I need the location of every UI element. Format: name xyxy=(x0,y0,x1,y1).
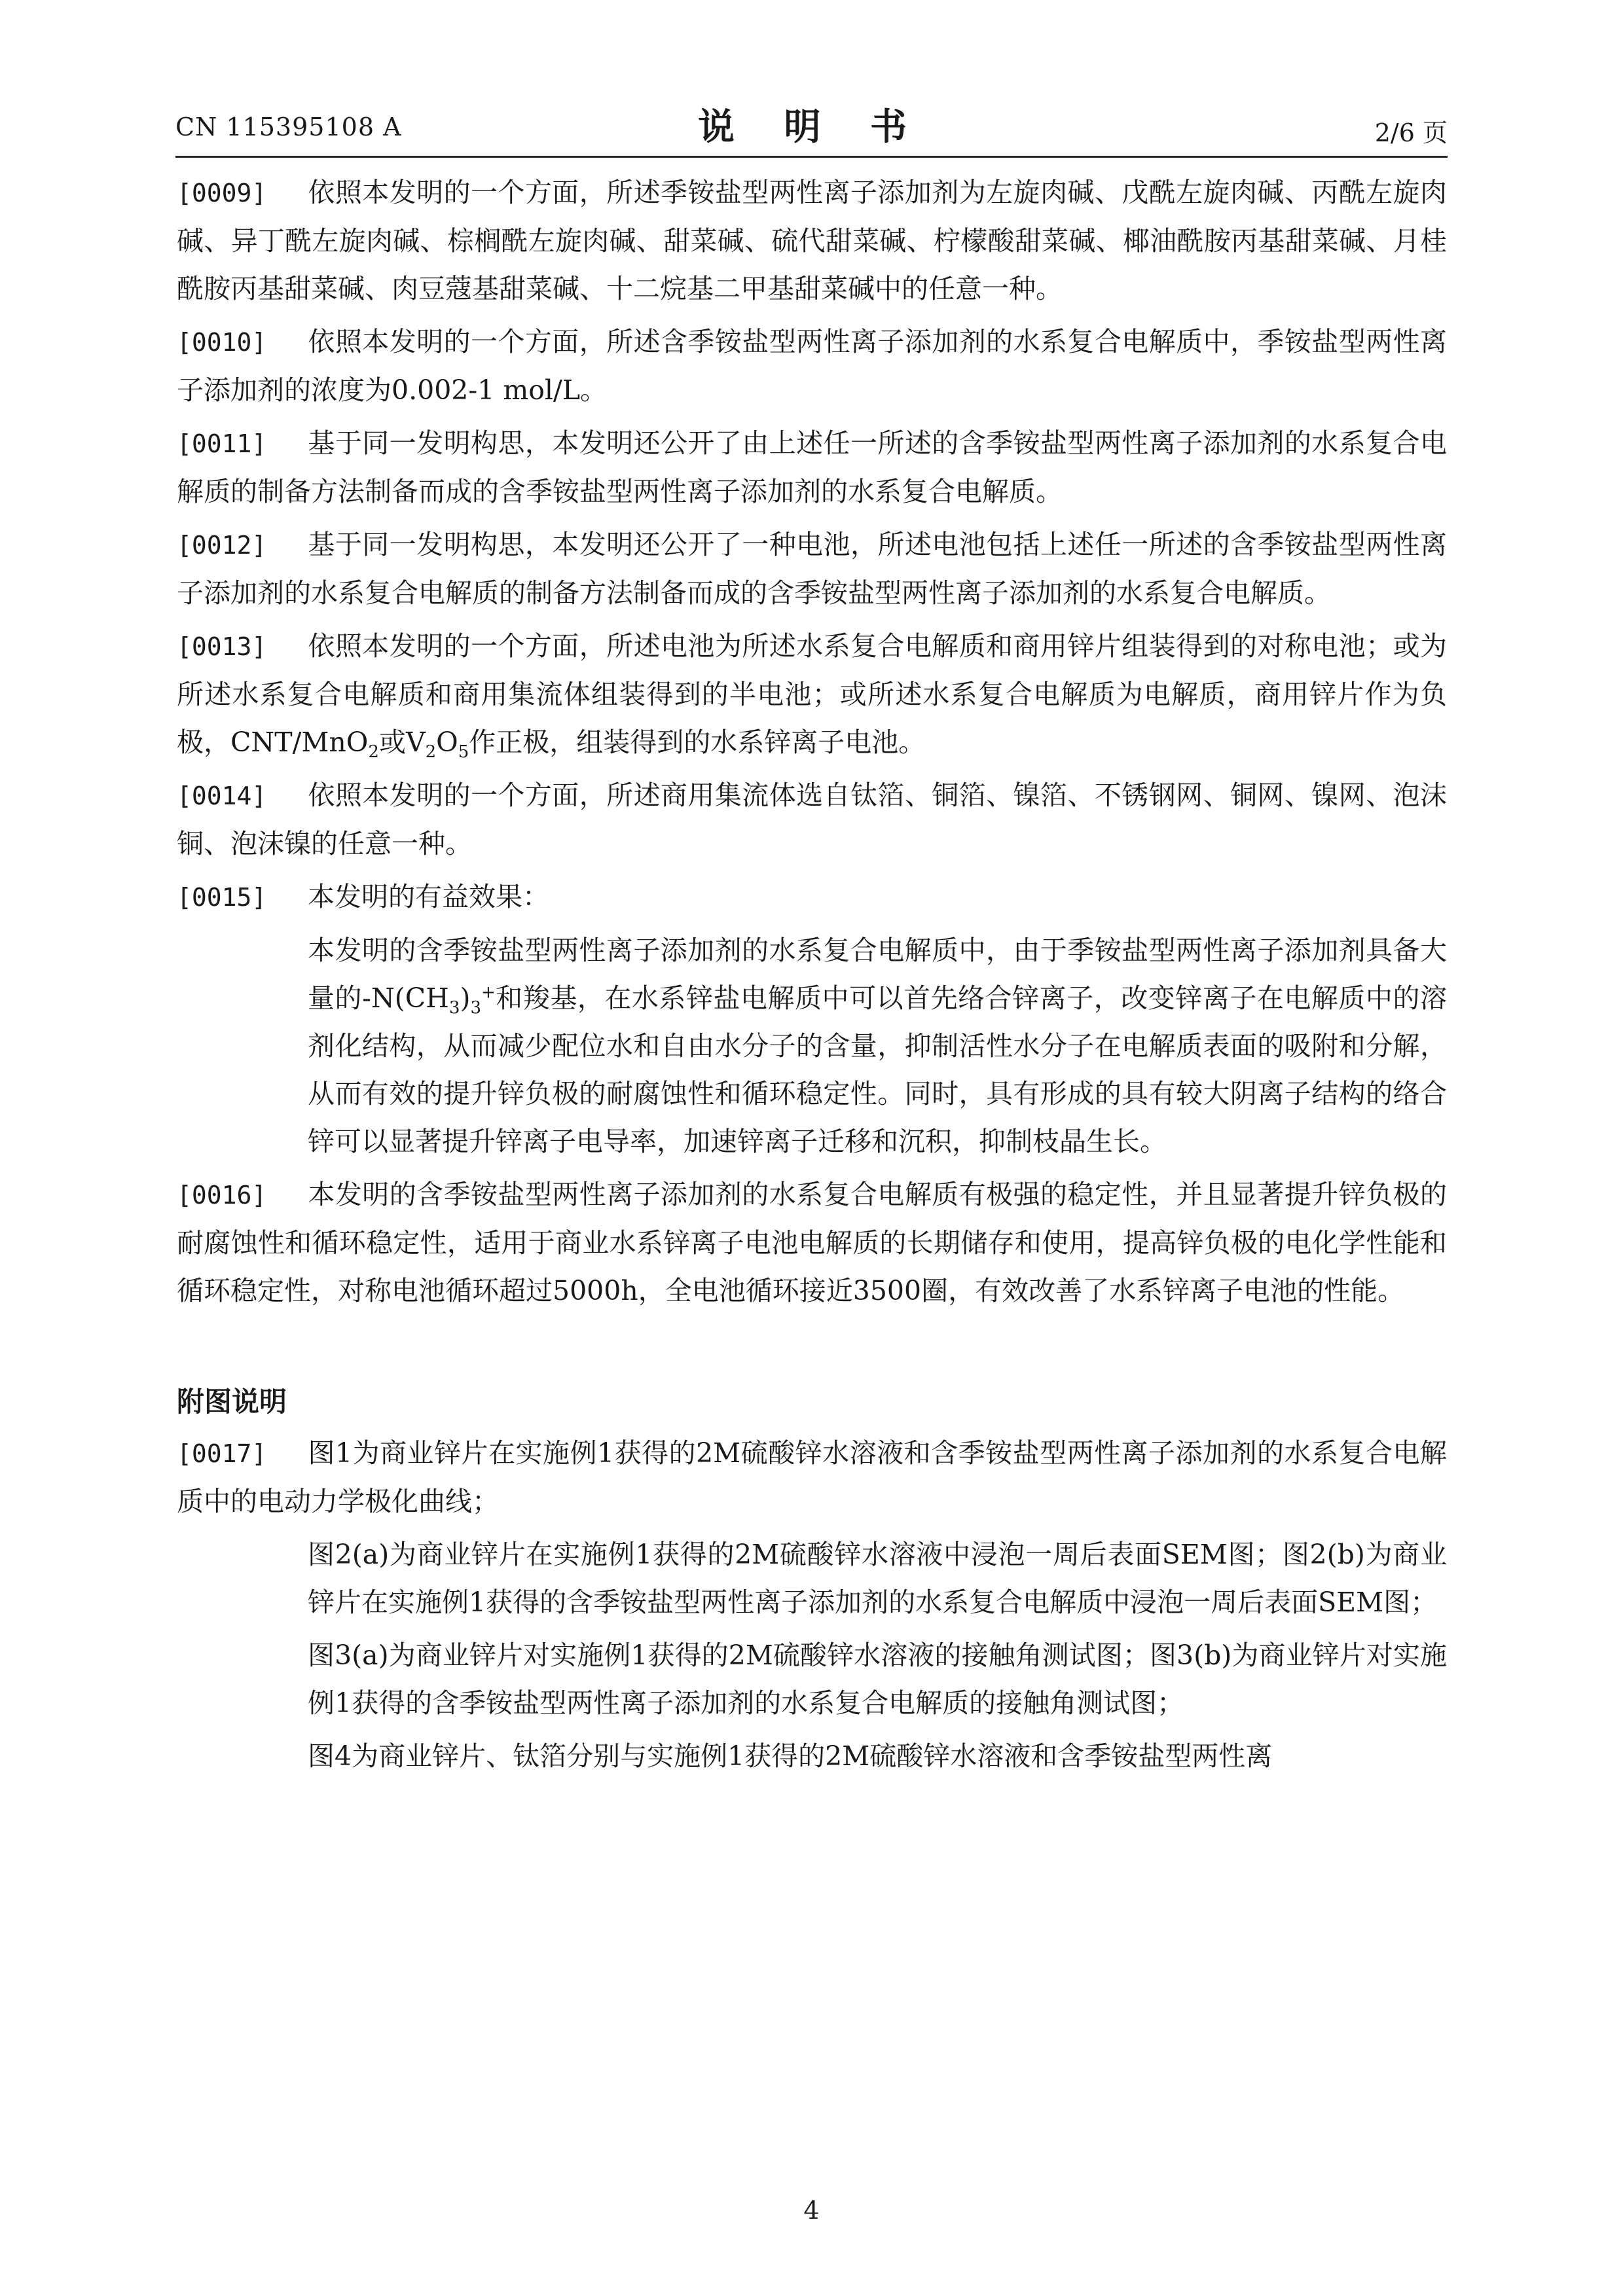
paragraph-effects xyxy=(177,927,1447,1166)
paragraph-0016 xyxy=(177,1171,1447,1315)
page-header xyxy=(175,98,1448,151)
paragraph-text: 图2(a)为商业锌片在实施例1获得的2M硫酸锌水溶液中浸泡一周后表面SEM图；图2(b)为商业锌片在实施例1获得的含季铵盐型两性离子添加剂的水系复合电解质中浸泡一周后表面SEM图； xyxy=(308,1539,1447,1618)
paragraph-text: 图1为商业锌片在实施例1获得的2M硫酸锌水溶液和含季铵盐型两性离子添加剂的水系复合电解质中的电动力学极化曲线； xyxy=(177,1437,1447,1517)
superscript: + xyxy=(481,982,496,1003)
paragraph-0010 xyxy=(177,318,1447,414)
page-label: 2/6 页 xyxy=(1374,118,1448,147)
paragraph-0014 xyxy=(177,772,1447,868)
paragraph-text: 图3(a)为商业锌片对实施例1获得的2M硫酸锌水溶液的接触角测试图；图3(b)为商业锌片对实施例1获得的含季铵盐型两性离子添加剂的水系复合电解质的接触角测试图； xyxy=(308,1640,1447,1719)
paragraph-number: [0009] xyxy=(177,179,267,207)
paragraph-number: [0010] xyxy=(177,328,267,357)
figure-2-description xyxy=(177,1531,1447,1626)
subscript: 2 xyxy=(425,742,437,762)
page-number: 4 xyxy=(803,2196,820,2225)
paragraph-number: [0011] xyxy=(177,429,267,458)
subscript: 2 xyxy=(368,742,379,762)
paragraph-0011 xyxy=(177,420,1447,516)
paragraph-text: 本发明的含季铵盐型两性离子添加剂的水系复合电解质中，由于季铵盐型两性离子添加剂具备大量的-N(CH xyxy=(308,935,1447,1014)
paragraph-0012 xyxy=(177,521,1447,617)
paragraph-text: 依照本发明的一个方面，所述季铵盐型两性离子添加剂为左旋肉碱、戊酰左旋肉碱、丙酰左旋肉碱、异丁酰左旋肉碱、棕榈酰左旋肉碱、甜菜碱、硫代甜菜碱、柠檬酸甜菜碱、椰油酰胺丙基甜菜碱、月桂酰胺丙基甜菜碱、肉豆蔻基甜菜碱、十二烷基二甲基甜菜碱中的任意一种。 xyxy=(177,177,1447,304)
paragraph-text: 或V xyxy=(378,726,426,758)
document-title: 说 明 书 xyxy=(698,106,925,149)
paragraph-text: O xyxy=(436,726,458,758)
paragraph-text: 基于同一发明构思，本发明还公开了由上述任一所述的含季铵盐型两性离子添加剂的水系复合电解质的制备方法制备而成的含季铵盐型两性离子添加剂的水系复合电解质。 xyxy=(177,427,1447,507)
subscript: 3 xyxy=(470,998,481,1018)
paragraph-0015 xyxy=(177,873,1447,922)
paragraph-text: ) xyxy=(460,982,471,1014)
paragraph-text: 依照本发明的一个方面，所述电池为所述水系复合电解质和商用锌片组装得到的对称电池；或为所述水系复合电解质和商用集流体组装得到的半电池；或所述水系复合电解质为电解质，商用锌片作为负极，CNT/MnO xyxy=(177,630,1447,758)
paragraph-text: 本发明的有益效果： xyxy=(308,881,549,912)
paragraph-number: [0014] xyxy=(177,781,267,810)
paragraph-text: 作正极，组装得到的水系锌离子电池。 xyxy=(469,726,926,758)
header-rule xyxy=(175,156,1448,158)
paragraph-number: [0016] xyxy=(177,1181,267,1210)
section-title: 附图说明 xyxy=(177,1386,287,1418)
paragraph-0009 xyxy=(177,169,1447,313)
paragraph-text: 依照本发明的一个方面，所述商用集流体选自钛箔、铜箔、镍箔、不锈钢网、铜网、镍网、泡沫铜、泡沫镍的任意一种。 xyxy=(177,780,1447,859)
figure-4-description xyxy=(177,1732,1447,1780)
subscript: 3 xyxy=(448,998,460,1018)
paragraph-text: 图4为商业锌片、钛箔分别与实施例1获得的2M硫酸锌水溶液和含季铵盐型两性离 xyxy=(308,1740,1273,1772)
figure-3-description xyxy=(177,1632,1447,1727)
paragraph-number: [0013] xyxy=(177,632,267,661)
paragraph-0017 xyxy=(177,1429,1447,1526)
document-body xyxy=(177,169,1447,1785)
paragraph-text: 和羧基，在水系锌盐电解质中可以首先络合锌离子，改变锌离子在电解质中的溶剂化结构，从而减少配位水和自由水分子的含量，抑制活性水分子在电解质表面的吸附和分解，从而有效的提升锌负极的耐腐蚀性和循环稳定性。同时，具有形成的具有较大阴离子结构的络合锌可以显著提升锌离子电导率，加速锌离子迁移和沉积，抑制枝晶生长。 xyxy=(308,982,1447,1157)
paragraph-text: 本发明的含季铵盐型两性离子添加剂的水系复合电解质有极强的稳定性，并且显著提升锌负极的耐腐蚀性和循环稳定性，适用于商业水系锌离子电池电解质的长期储存和使用，提高锌负极的电化学性能和循环稳定性，对称电池循环超过5000h，全电池循环接近3500圈，有效改善了水系锌离子电池的性能。 xyxy=(177,1179,1447,1306)
paragraph-text: 依照本发明的一个方面，所述含季铵盐型两性离子添加剂的水系复合电解质中，季铵盐型两性离子添加剂的浓度为0.002-1 mol/L。 xyxy=(177,326,1447,406)
paragraph-number: [0015] xyxy=(177,883,267,912)
paragraph-0013 xyxy=(177,622,1447,766)
patent-number: CN 115395108 A xyxy=(175,113,402,141)
paragraph-text: 基于同一发明构思，本发明还公开了一种电池，所述电池包括上述任一所述的含季铵盐型两性离子添加剂的水系复合电解质的制备方法制备而成的含季铵盐型两性离子添加剂的水系复合电解质。 xyxy=(177,529,1447,609)
subscript: 5 xyxy=(458,742,469,762)
paragraph-number: [0017] xyxy=(177,1439,267,1468)
paragraph-number: [0012] xyxy=(177,531,267,560)
